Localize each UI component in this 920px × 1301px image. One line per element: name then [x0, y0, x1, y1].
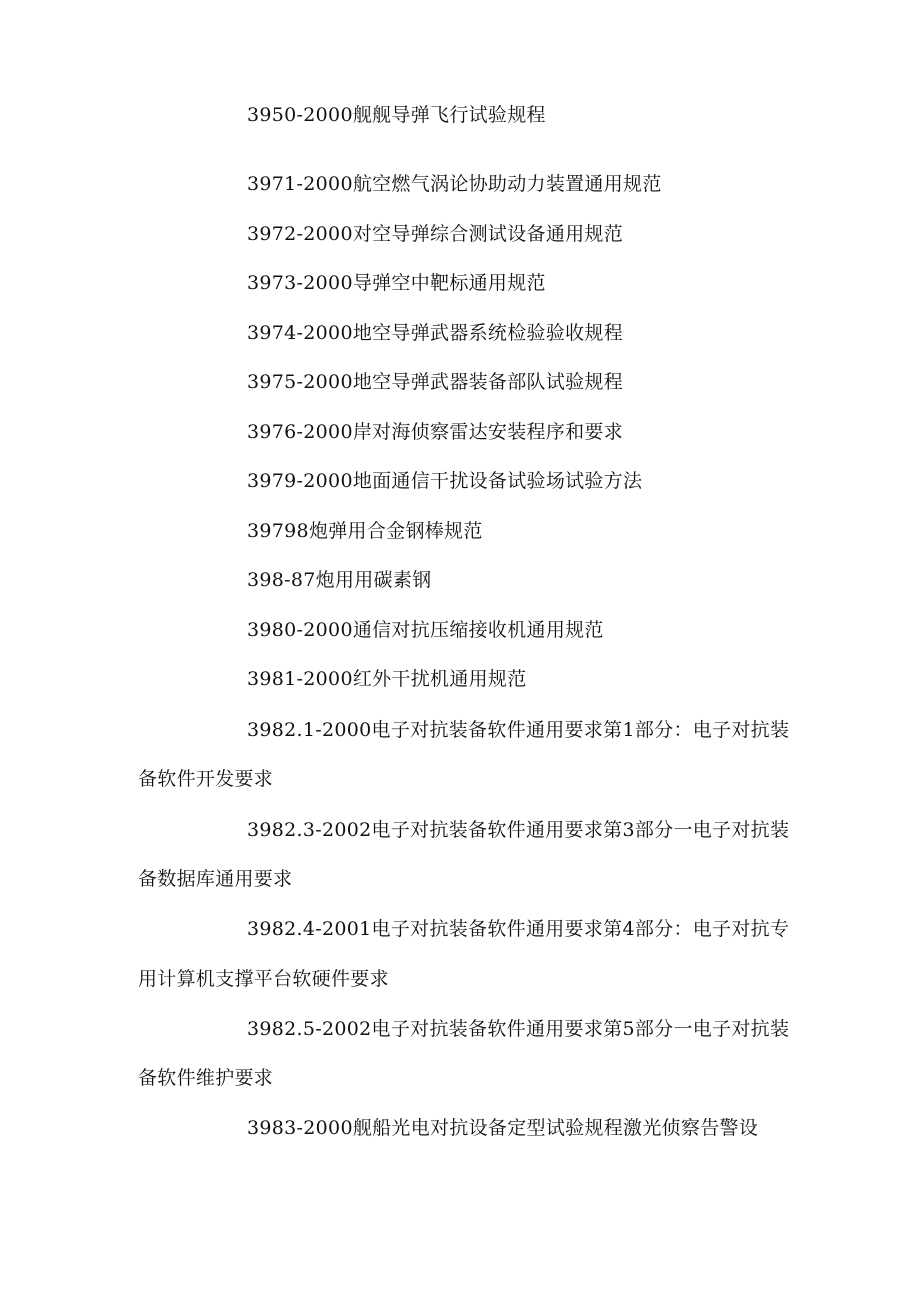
standard-entry-3982-5: 3982.5-2002电子对抗装备软件通用要求第5部分一电子对抗装	[247, 1018, 790, 1040]
standard-entry-3982-3: 3982.3-2002电子对抗装备软件通用要求第3部分一电子对抗装	[247, 819, 790, 841]
standard-entry-3973: 3973-2000导弹空中靶标通用规范	[247, 272, 546, 294]
standard-entry-3980: 3980-2000通信对抗压缩接收机通用规范	[247, 619, 604, 641]
standard-entry-3981: 3981-2000红外干扰机通用规范	[247, 668, 527, 690]
standard-entry-3982-1: 3982.1-2000电子对抗装备软件通用要求第1部分：电子对抗装	[247, 719, 790, 741]
standard-entry-3982-4: 3982.4-2001电子对抗装备软件通用要求第4部分：电子对抗专	[247, 918, 790, 940]
standard-entry-3974: 3974-2000地空导弹武器系统检验验收规程	[247, 322, 624, 344]
standard-entry-3975: 3975-2000地空导弹武器装备部队试验规程	[247, 371, 624, 393]
standard-entry-39798: 39798炮弹用合金钢棒规范	[247, 520, 483, 542]
standard-entry-3971: 3971-2000航空燃气涡论协助动力装置通用规范	[247, 173, 662, 195]
standard-entry-3983: 3983-2000舰船光电对抗设备定型试验规程激光侦察告警设	[247, 1117, 759, 1139]
standard-entry-3950: 3950-2000舰舰导弹飞行试验规程	[247, 104, 546, 126]
standard-entry-398: 398-87炮用用碳素钢	[247, 569, 432, 591]
standard-entry-3982-4-continued: 用计算机支撑平台软硬件要求	[138, 968, 389, 990]
standard-entry-3979: 3979-2000地面通信干扰设备试验场试验方法	[247, 470, 643, 492]
standard-entry-3982-3-continued: 备数据库通用要求	[138, 868, 293, 890]
standard-entry-3972: 3972-2000对空导弹综合测试设备通用规范	[247, 223, 624, 245]
standard-entry-3982-1-continued: 备软件开发要求	[138, 768, 274, 790]
standard-entry-3982-5-continued: 备软件维护要求	[138, 1067, 274, 1089]
standard-entry-3976: 3976-2000岸对海侦察雷达安装程序和要求	[247, 421, 624, 443]
